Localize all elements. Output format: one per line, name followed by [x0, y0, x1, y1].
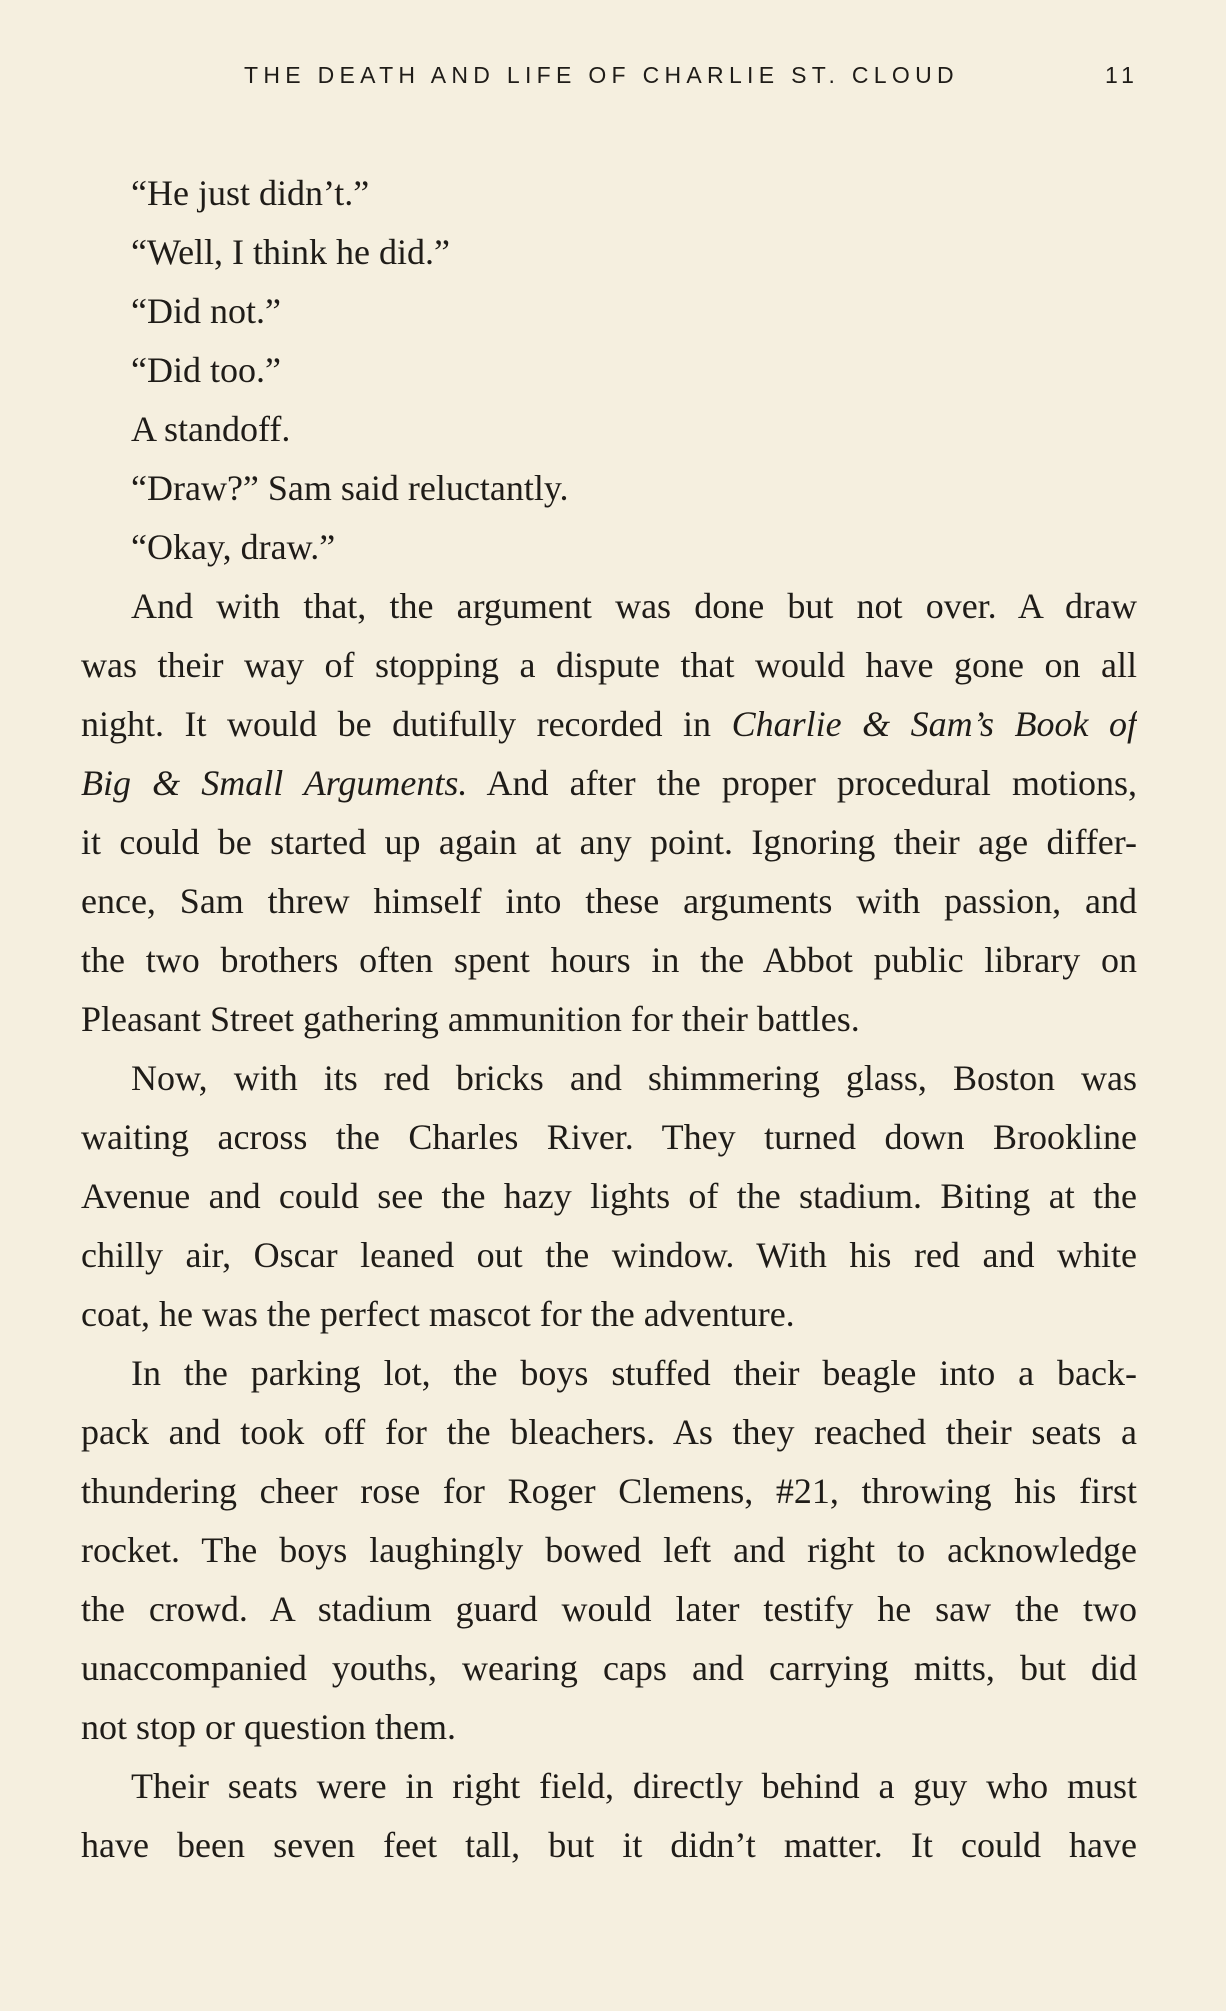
paragraph-line: the two brothers often spent hours in the Abbot public library on — [81, 940, 1137, 980]
paragraph-line: Now, with its red bricks and shimmering glass, Boston was — [131, 1058, 1137, 1098]
paragraph-line: In the parking lot, the boys stuffed their beagle into a back- — [131, 1353, 1137, 1393]
paragraph-line: And with that, the argument was done but not over. A draw — [131, 586, 1137, 626]
dialog-line: A standoff. — [131, 409, 291, 449]
dialog-line: “Did not.” — [131, 291, 281, 331]
paragraph-line: ence, Sam threw himself into these arguments with passion, and — [81, 881, 1137, 921]
page-number: 11 — [1105, 62, 1139, 88]
paragraph-line — [81, 754, 1137, 813]
dialog-line: “He just didn’t.” — [131, 173, 370, 213]
dialog-line: “Well, I think he did.” — [131, 232, 451, 272]
dialog-line: “Did too.” — [131, 350, 281, 390]
paragraph-line: chilly air, Oscar leaned out the window. With his red and white — [81, 1235, 1137, 1275]
paragraph-line: pack and took off for the bleachers. As they reached their seats a — [81, 1412, 1137, 1452]
paragraph-line: not stop or question them. — [81, 1707, 456, 1747]
paragraph-line: Pleasant Street gathering ammunition for their battles. — [81, 999, 860, 1039]
paragraph-line: have been seven feet tall, but it didn’t matter. It could have — [81, 1825, 1137, 1865]
paragraph-line: thundering cheer rose for Roger Clemens, #21, throwing his first — [81, 1471, 1137, 1511]
paragraph-line — [81, 695, 1137, 754]
body-text — [81, 164, 1137, 1875]
book-title-italic: Big & Small Arguments. — [81, 763, 468, 803]
paragraph-line: it could be started up again at any point. Ignoring their age differ- — [81, 822, 1137, 862]
running-header-title: THE DEATH AND LIFE OF CHARLIE ST. CLOUD — [244, 62, 959, 88]
dialog-line: “Draw?” Sam said reluctantly. — [131, 468, 569, 508]
paragraph-line: coat, he was the perfect mascot for the adventure. — [81, 1294, 795, 1334]
text-run: And after the proper procedural motions, — [486, 763, 1137, 803]
paragraph-line: waiting across the Charles River. They turned down Brookline — [81, 1117, 1137, 1157]
text-run: night. It would be dutifully recorded in — [81, 704, 712, 744]
paragraph-line: the crowd. A stadium guard would later testify he saw the two — [81, 1589, 1137, 1629]
dialog-line: “Okay, draw.” — [131, 527, 336, 567]
paragraph-line: Avenue and could see the hazy lights of the stadium. Biting at the — [81, 1176, 1137, 1216]
paragraph-line: unaccompanied youths, wearing caps and carrying mitts, but did — [81, 1648, 1137, 1688]
paragraph-line: was their way of stopping a dispute that would have gone on all — [81, 645, 1137, 685]
book-title-italic: Charlie & Sam’s Book of — [731, 704, 1137, 744]
paragraph-line: rocket. The boys laughingly bowed left and right to acknowledge — [81, 1530, 1137, 1570]
paragraph-line: Their seats were in right field, directly behind a guy who must — [131, 1766, 1137, 1806]
